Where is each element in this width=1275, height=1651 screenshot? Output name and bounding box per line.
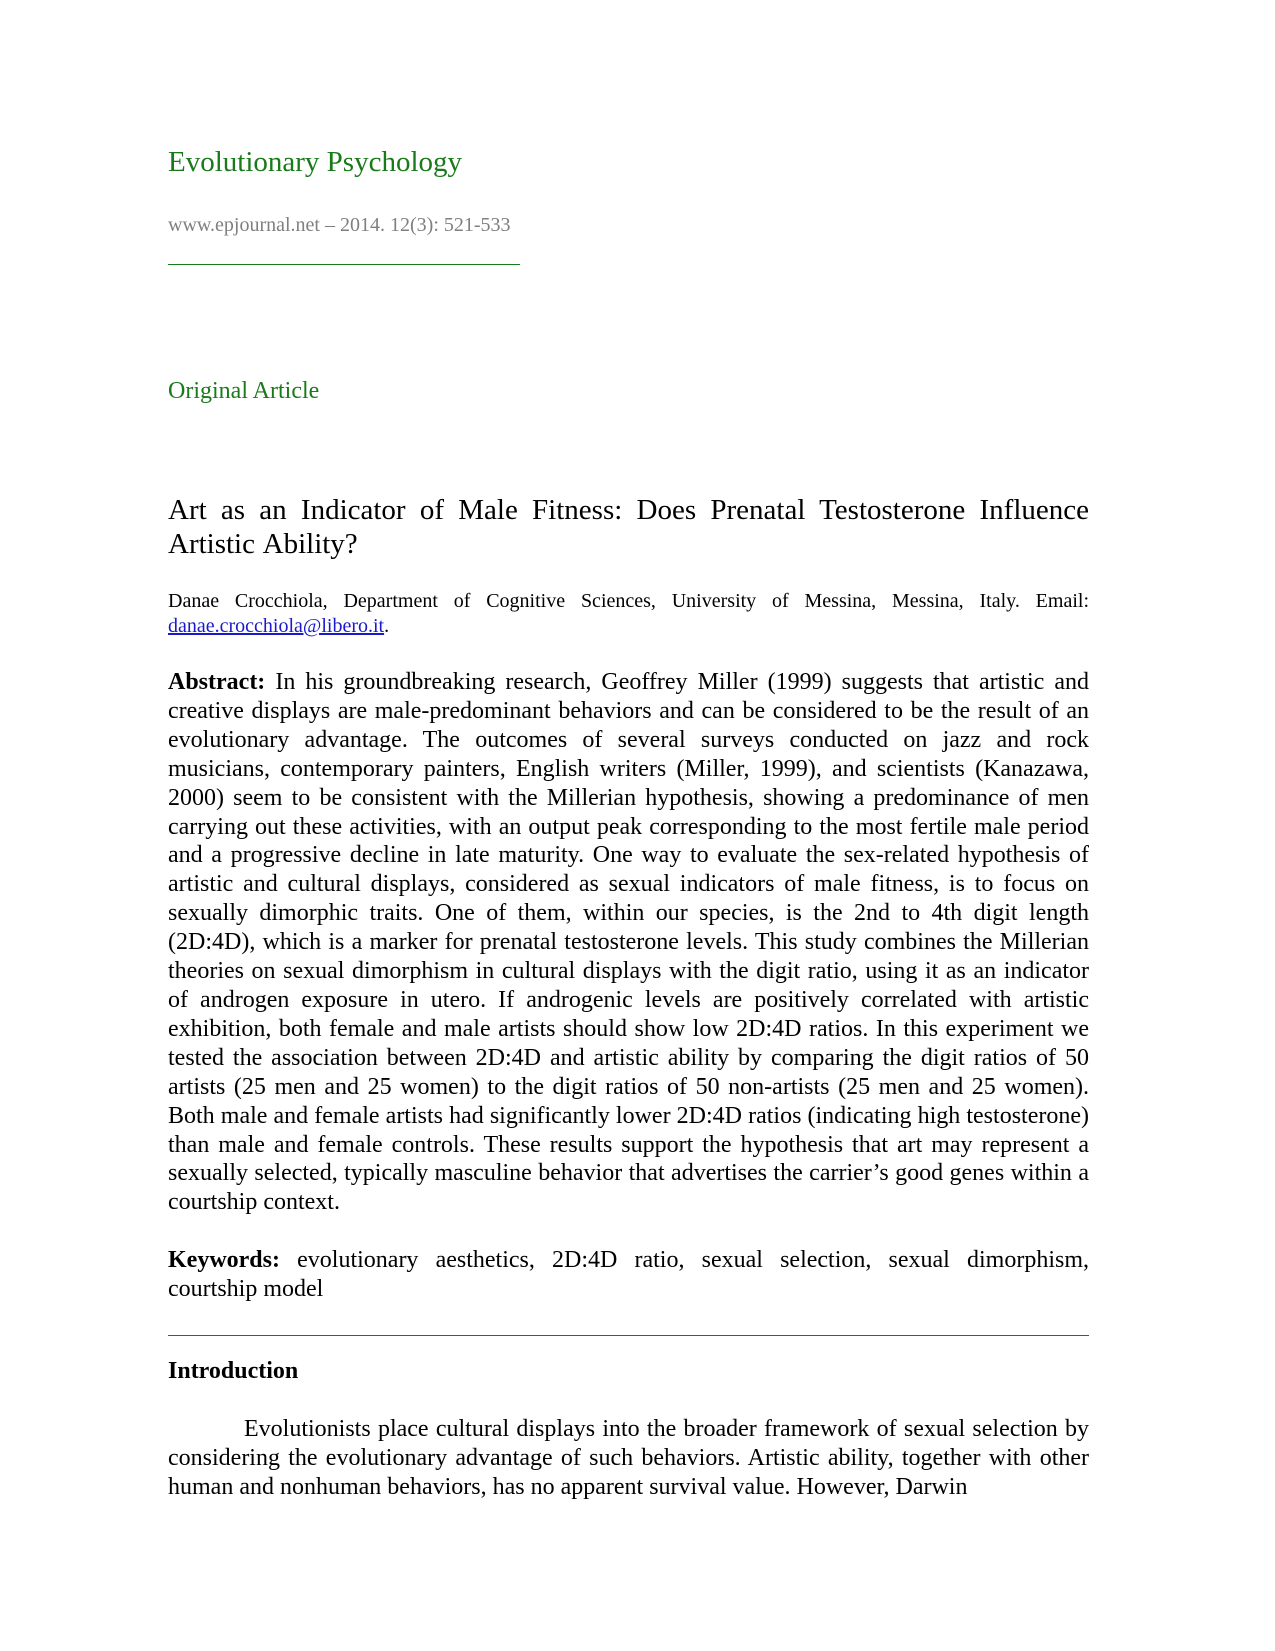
author-email-link[interactable]: danae.crocchiola@libero.it [168,615,385,637]
article-type: Original Article [168,378,320,404]
introduction-heading: Introduction [168,1358,299,1384]
keywords [168,1246,1089,1303]
author-affiliation-text: Danae Crocchiola, Department of Cognitive Sciences, University of Messina, Messina, Italy. Email: [168,590,1089,612]
introduction-paragraph: Evolutionists place cultural displays into the broader framework of sexual selection by considering the evolutionary advantage of such behaviors. Artistic ability, together with other human and nonhuman behaviors, has no apparent survival value. However, Darwin [168,1416,1089,1500]
abstract-text: In his groundbreaking research, Geoffrey Miller (1999) suggests that artistic and creative displays are male-predominant behaviors and can be considered to be the result of an evolutionary advantage. The outcomes of several surveys conducted on jazz and rock musicians, contemporary painters, English writers (Miller, 1999), and scientists (Kanazawa, 2000) seem to be consistent with the Millerian hypothesis, showing a predominance of men carrying out these activities, with an output peak corresponding to the most fertile male period and a progressive decline in late maturity. One way to evaluate the sex-related hypothesis of artistic and cultural displays, considered as sexual indicators of male fitness, is to focus on sexually dimorphic traits. One of them, within our species, is the 2nd to 4th digit length (2D:4D), which is a marker for prenatal testosterone levels. This study combines the Millerian theories on sexual dimorphism in cultural displays with the digit ratio, using it as an indicator of androgen exposure in utero. If androgenic levels are positively correlated with artistic exhibition, both female and male artists should show low 2D:4D ratios. In this experiment we tested the association between 2D:4D and artistic ability by comparing the digit ratios of 50 artists (25 men and 25 women) to the digit ratios of 50 non-artists (25 men and 25 women). Both male and female artists had significantly lower 2D:4D ratios (indicating high testosterone) than male and female controls. These results support the hypothesis that art may represent a sexually selected, typically masculine behavior that advertises the carrier’s good genes within a courtship context. [168,669,1089,1216]
article-title: Art as an Indicator of Male Fitness: Does Prenatal Testosterone Influence Artistic Ability? [168,494,1089,560]
keywords-text: evolutionary aesthetics, 2D:4D ratio, sexual selection, sexual dimorphism, courtship model [168,1247,1089,1302]
journal-title: Evolutionary Psychology [168,146,463,178]
author-email-suffix: . [384,615,390,637]
keywords-label: Keywords: [168,1247,280,1273]
header-divider [168,264,520,265]
section-divider [168,1335,1089,1336]
journal-citation: www.epjournal.net – 2014. 12(3): 521-533 [168,214,511,236]
author-affiliation [168,589,1089,639]
abstract-label: Abstract: [168,669,266,695]
abstract [168,668,1089,1217]
